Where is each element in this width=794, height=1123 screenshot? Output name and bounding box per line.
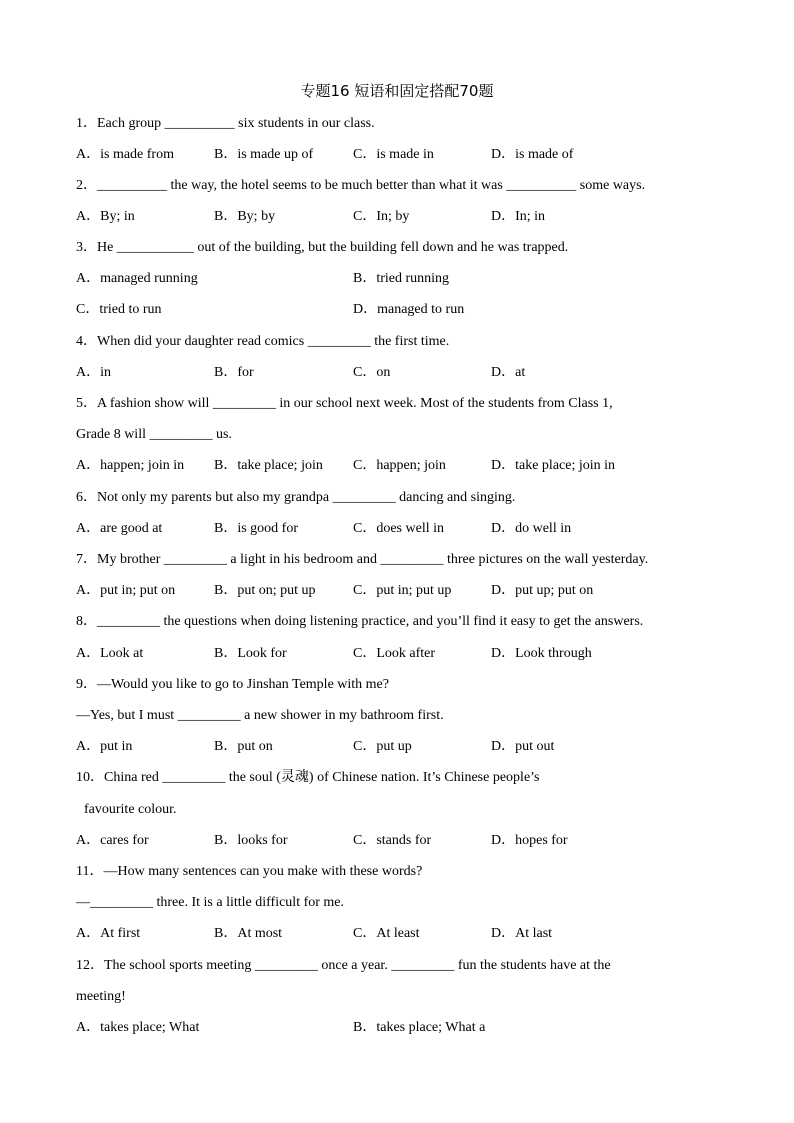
question-5-option-b[interactable]: B．take place; join <box>214 458 323 473</box>
question-8-option-c[interactable]: C．Look after <box>353 646 436 661</box>
question-10-option-a[interactable]: A．cares for <box>76 833 149 848</box>
question-12-stem-line-2: meeting! <box>76 989 126 1004</box>
question-10-stem-line-2: favourite colour. <box>84 802 177 817</box>
question-5-option-c[interactable]: C．happen; join <box>353 458 446 473</box>
question-1-option-a[interactable]: A．is made from <box>76 147 174 162</box>
question-8-option-d[interactable]: D．Look through <box>491 646 592 661</box>
question-2-option-d[interactable]: D．In; in <box>491 209 546 224</box>
question-4-option-a[interactable]: A．in <box>76 365 111 380</box>
question-10-option-b[interactable]: B．looks for <box>214 833 288 848</box>
question-10-option-c[interactable]: C．stands for <box>353 833 432 848</box>
question-2-option-b[interactable]: B．By; by <box>214 209 276 224</box>
question-11-option-b[interactable]: B．At most <box>214 926 283 941</box>
question-9-option-b[interactable]: B．put on <box>214 739 273 754</box>
question-12-option-a[interactable]: A．takes place; What <box>76 1020 200 1035</box>
question-2-option-a[interactable]: A．By; in <box>76 209 135 224</box>
question-10-stem-line-1: 10．China red _________ the soul (灵魂) of Chinese nation. It’s Chinese people’s <box>76 770 540 785</box>
question-5-option-d[interactable]: D．take place; join in <box>491 458 616 473</box>
question-11-stem-line-1: 11．—How many sentences can you make with these words? <box>76 864 423 879</box>
question-6-option-b[interactable]: B．is good for <box>214 521 298 536</box>
question-11-stem-line-2: —_________ three. It is a little difficult for me. <box>76 895 345 910</box>
question-3-option-b[interactable]: B．tried running <box>353 271 450 286</box>
question-12-stem-line-1: 12．The school sports meeting _________ once a year. _________ fun the students have at the <box>76 958 611 973</box>
question-4-stem: 4．When did your daughter read comics _________ the first time. <box>76 334 450 349</box>
question-9-stem-line-1: 9．—Would you like to go to Jinshan Temple with me? <box>76 677 389 692</box>
page-title: 专题16 短语和固定搭配70题 <box>300 82 494 100</box>
question-5-option-a[interactable]: A．happen; join in <box>76 458 185 473</box>
question-8-option-a[interactable]: A．Look at <box>76 646 144 661</box>
question-3-stem: 3．He ___________ out of the building, but the building fell down and he was trapped. <box>76 240 569 255</box>
question-1-option-b[interactable]: B．is made up of <box>214 147 314 162</box>
question-10-option-d[interactable]: D．hopes for <box>491 833 568 848</box>
question-6-option-a[interactable]: A．are good at <box>76 521 163 536</box>
question-7-option-b[interactable]: B．put on; put up <box>214 583 316 598</box>
question-3-option-d[interactable]: D．managed to run <box>353 302 465 317</box>
question-8-stem: 8．_________ the questions when doing listening practice, and you’ll find it easy to get the answers. <box>76 614 644 629</box>
question-3-option-c[interactable]: C．tried to run <box>76 302 162 317</box>
question-2-stem: 2．__________ the way, the hotel seems to be much better than what it was __________ some ways. <box>76 178 646 193</box>
question-1-stem: 1．Each group __________ six students in our class. <box>76 116 375 131</box>
question-4-option-b[interactable]: B．for <box>214 365 254 380</box>
question-5-stem-line-2: Grade 8 will _________ us. <box>76 427 232 442</box>
question-6-option-d[interactable]: D．do well in <box>491 521 572 536</box>
question-1-option-d[interactable]: D．is made of <box>491 147 574 162</box>
question-9-stem-line-2: —Yes, but I must _________ a new shower in my bathroom first. <box>76 708 444 723</box>
question-11-option-d[interactable]: D．At last <box>491 926 553 941</box>
question-6-option-c[interactable]: C．does well in <box>353 521 444 536</box>
question-4-option-d[interactable]: D．at <box>491 365 526 380</box>
question-4-option-c[interactable]: C．on <box>353 365 391 380</box>
question-7-option-c[interactable]: C．put in; put up <box>353 583 452 598</box>
question-3-option-a[interactable]: A．managed running <box>76 271 198 286</box>
question-1-option-c[interactable]: C．is made in <box>353 147 434 162</box>
question-7-option-d[interactable]: D．put up; put on <box>491 583 594 598</box>
question-11-option-a[interactable]: A．At first <box>76 926 141 941</box>
question-2-option-c[interactable]: C．In; by <box>353 209 410 224</box>
question-8-option-b[interactable]: B．Look for <box>214 646 287 661</box>
question-7-option-a[interactable]: A．put in; put on <box>76 583 176 598</box>
question-9-option-c[interactable]: C．put up <box>353 739 412 754</box>
question-11-option-c[interactable]: C．At least <box>353 926 420 941</box>
question-9-option-d[interactable]: D．put out <box>491 739 555 754</box>
question-6-stem: 6．Not only my parents but also my grandpa _________ dancing and singing. <box>76 490 516 505</box>
question-9-option-a[interactable]: A．put in <box>76 739 133 754</box>
question-5-stem-line-1: 5．A fashion show will _________ in our school next week. Most of the students from Class 1, <box>76 396 613 411</box>
question-7-stem: 7．My brother _________ a light in his bedroom and _________ three pictures on the wall yesterday. <box>76 552 649 567</box>
question-12-option-b[interactable]: B．takes place; What a <box>353 1020 486 1035</box>
